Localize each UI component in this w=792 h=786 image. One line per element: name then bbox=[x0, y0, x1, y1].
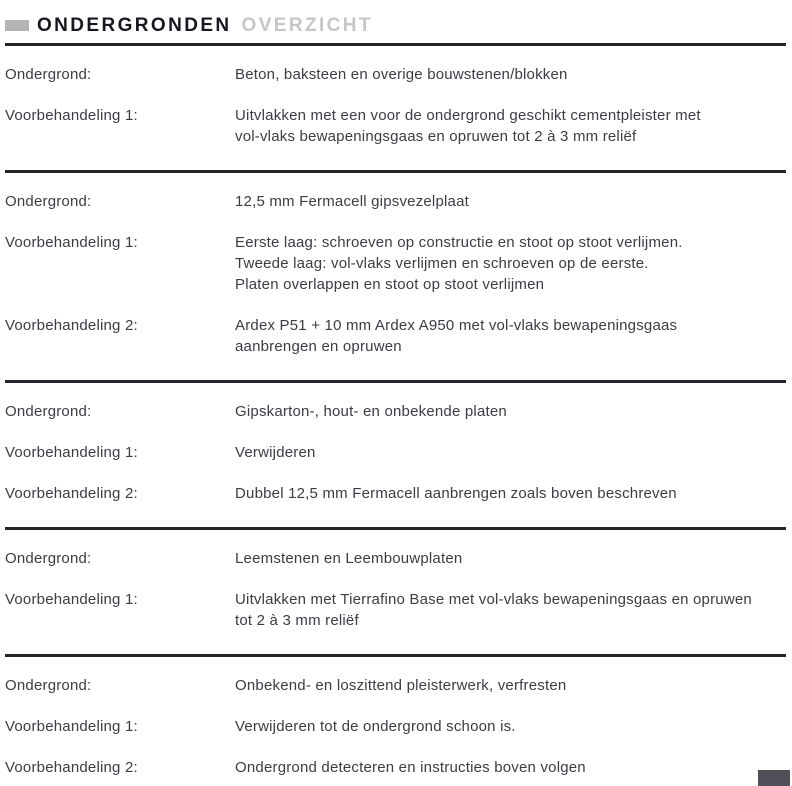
row-label: Ondergrond: bbox=[5, 550, 92, 567]
table-row bbox=[5, 105, 786, 147]
row-value: Verwijderen tot de ondergrond schoon is. bbox=[235, 718, 516, 735]
sections-container bbox=[5, 43, 786, 786]
substrate-section bbox=[5, 173, 786, 377]
row-value: Uitvlakken met een voor de ondergrond geschikt cementpleister met vol-vlaks bewapeningsgaas en opruwen tot 2 à 3 mm reliëf bbox=[235, 107, 701, 145]
row-label: Ondergrond: bbox=[5, 66, 92, 83]
page-header bbox=[5, 0, 786, 40]
table-row bbox=[5, 757, 786, 778]
header-marker-icon bbox=[5, 20, 29, 31]
page-corner-marker bbox=[758, 770, 790, 786]
page-subtitle: OVERZICHT bbox=[241, 14, 373, 36]
row-label: Ondergrond: bbox=[5, 677, 92, 694]
row-label: Ondergrond: bbox=[5, 403, 92, 420]
row-value: 12,5 mm Fermacell gipsvezelplaat bbox=[235, 193, 469, 210]
row-label: Voorbehandeling 1: bbox=[5, 591, 138, 608]
row-label: Voorbehandeling 2: bbox=[5, 317, 138, 334]
row-value: Onbekend- en loszittend pleisterwerk, verfresten bbox=[235, 677, 567, 694]
substrate-section bbox=[5, 383, 786, 524]
row-value: Leemstenen en Leembouwplaten bbox=[235, 550, 463, 567]
row-label: Voorbehandeling 1: bbox=[5, 234, 138, 251]
row-value: Beton, baksteen en overige bouwstenen/blokken bbox=[235, 66, 568, 83]
substrate-section bbox=[5, 657, 786, 786]
row-value: Ondergrond detecteren en instructies boven volgen bbox=[235, 759, 586, 776]
row-label: Voorbehandeling 2: bbox=[5, 759, 138, 776]
table-row bbox=[5, 401, 786, 422]
row-value: Ardex P51 + 10 mm Ardex A950 met vol-vlaks bewapeningsgaas aanbrengen en opruwen bbox=[235, 317, 678, 355]
table-row bbox=[5, 232, 786, 295]
table-row bbox=[5, 315, 786, 357]
table-row bbox=[5, 442, 786, 463]
row-value: Gipskarton-, hout- en onbekende platen bbox=[235, 403, 507, 420]
row-label: Voorbehandeling 2: bbox=[5, 485, 138, 502]
row-label: Ondergrond: bbox=[5, 193, 92, 210]
table-row bbox=[5, 483, 786, 504]
row-label: Voorbehandeling 1: bbox=[5, 107, 138, 124]
table-row bbox=[5, 548, 786, 569]
row-value: Verwijderen bbox=[235, 444, 316, 461]
substrate-section bbox=[5, 46, 786, 167]
row-label: Voorbehandeling 1: bbox=[5, 718, 138, 735]
row-value: Eerste laag: schroeven op constructie en stoot op stoot verlijmen. Tweede laag: vol-vlaks verlijmen en schroeven op de eerste. Platen overlappen en stoot op stoot verlijmen bbox=[235, 234, 683, 293]
table-row bbox=[5, 191, 786, 212]
page-title: ONDERGRONDEN bbox=[37, 14, 232, 36]
table-row bbox=[5, 589, 786, 631]
substrate-section bbox=[5, 530, 786, 651]
row-value: Uitvlakken met Tierrafino Base met vol-vlaks bewapeningsgaas en opruwen tot 2 à 3 mm reliëf bbox=[235, 591, 752, 629]
table-row bbox=[5, 675, 786, 696]
row-label: Voorbehandeling 1: bbox=[5, 444, 138, 461]
table-row bbox=[5, 64, 786, 85]
table-row bbox=[5, 716, 786, 737]
row-value: Dubbel 12,5 mm Fermacell aanbrengen zoals boven beschreven bbox=[235, 485, 677, 502]
